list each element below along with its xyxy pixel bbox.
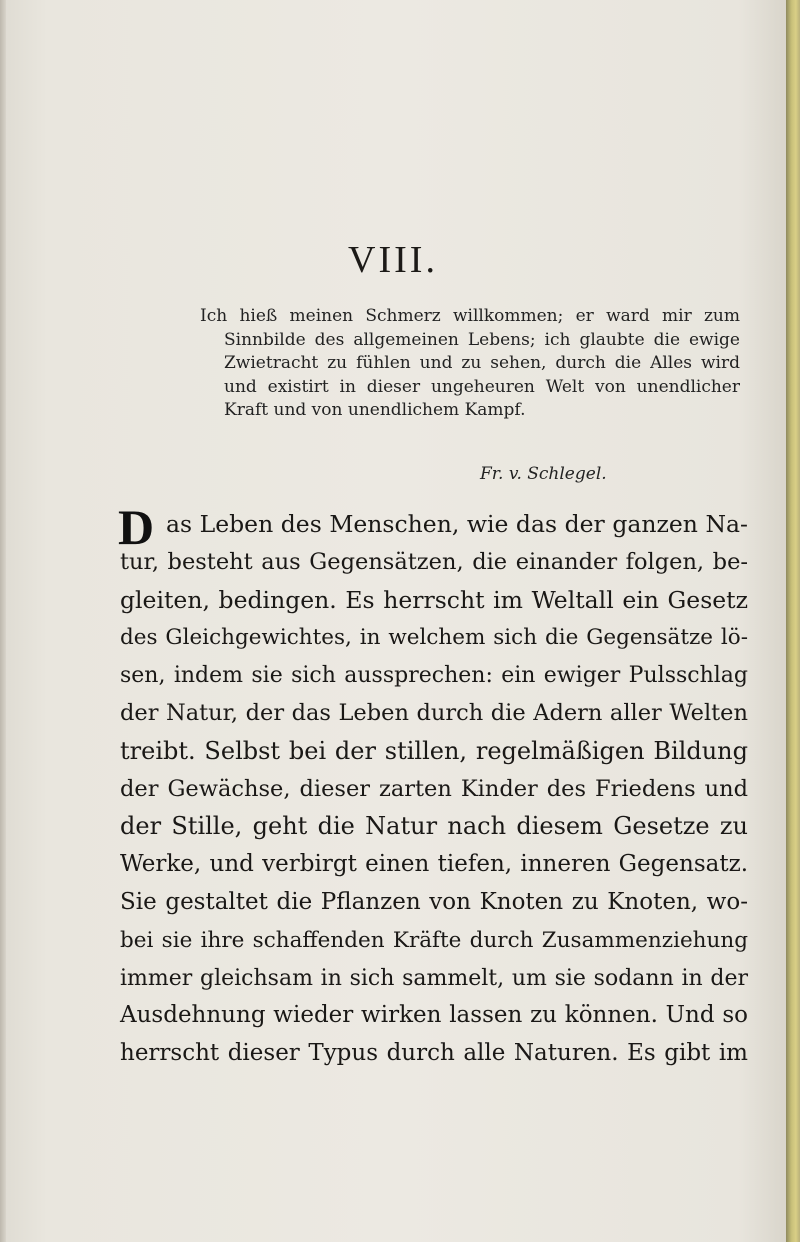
text-line: bei sie ihre schaffenden Kräfte durch Zusammenziehung bbox=[120, 927, 748, 953]
epigraph-author: Fr. v. Schlegel. bbox=[480, 464, 607, 484]
drop-cap-initial: D bbox=[118, 499, 155, 555]
text-line: des Gleichgewichtes, in welchem sich die Gegensätze lö- bbox=[120, 625, 748, 651]
text-line: gleiten, bedingen. Es herrscht im Weltall ein Gesetz bbox=[120, 585, 748, 614]
text-line: sen, indem sie sich aussprechen: ein ewiger Pulsschlag bbox=[120, 663, 748, 689]
page-gutter-shadow bbox=[0, 0, 6, 1242]
text-line: Sie gestaltet die Pflanzen von Knoten zu Knoten, wo- bbox=[120, 888, 748, 915]
text-line: Ausdehnung wieder wirken lassen zu können. Und so bbox=[120, 1002, 748, 1029]
text-line: der Gewächse, dieser zarten Kinder des Friedens und bbox=[120, 775, 748, 802]
text-line: as Leben des Menschen, wie das der ganzen Na- bbox=[166, 510, 748, 538]
text-line: der Stille, geht die Natur nach diesem Gesetze zu bbox=[120, 812, 748, 841]
main-paragraph bbox=[120, 506, 748, 1073]
text-line: Werke, und verbirgt einen tiefen, inneren Gegensatz. bbox=[120, 851, 748, 878]
text-line: tur, besteht aus Gegensätzen, die einander folgen, be- bbox=[120, 548, 748, 575]
text-line: der Natur, der das Leben durch die Adern aller Welten bbox=[120, 699, 748, 726]
chapter-heading: VIII. bbox=[348, 239, 438, 281]
page-edge-stain bbox=[786, 0, 800, 1242]
text-line: immer gleichsam in sich sammelt, um sie sodann in der bbox=[120, 965, 748, 991]
epigraph-text: Ich hieß meinen Schmerz willkommen; er ward mir zum Sinnbilde des allgemeinen Lebens; ich glaubte die ewige Zwietracht zu fühlen und zu sehen, durch die Alles wird und existirt in dieser ungeheuren Welt von unendlicher Kraft und von unendlichem Kampf. bbox=[200, 306, 740, 420]
text-line: herrscht dieser Typus durch alle Naturen. Es gibt im bbox=[120, 1040, 748, 1067]
text-line: treibt. Selbst bei der stillen, regelmäßigen Bildung bbox=[120, 736, 748, 765]
